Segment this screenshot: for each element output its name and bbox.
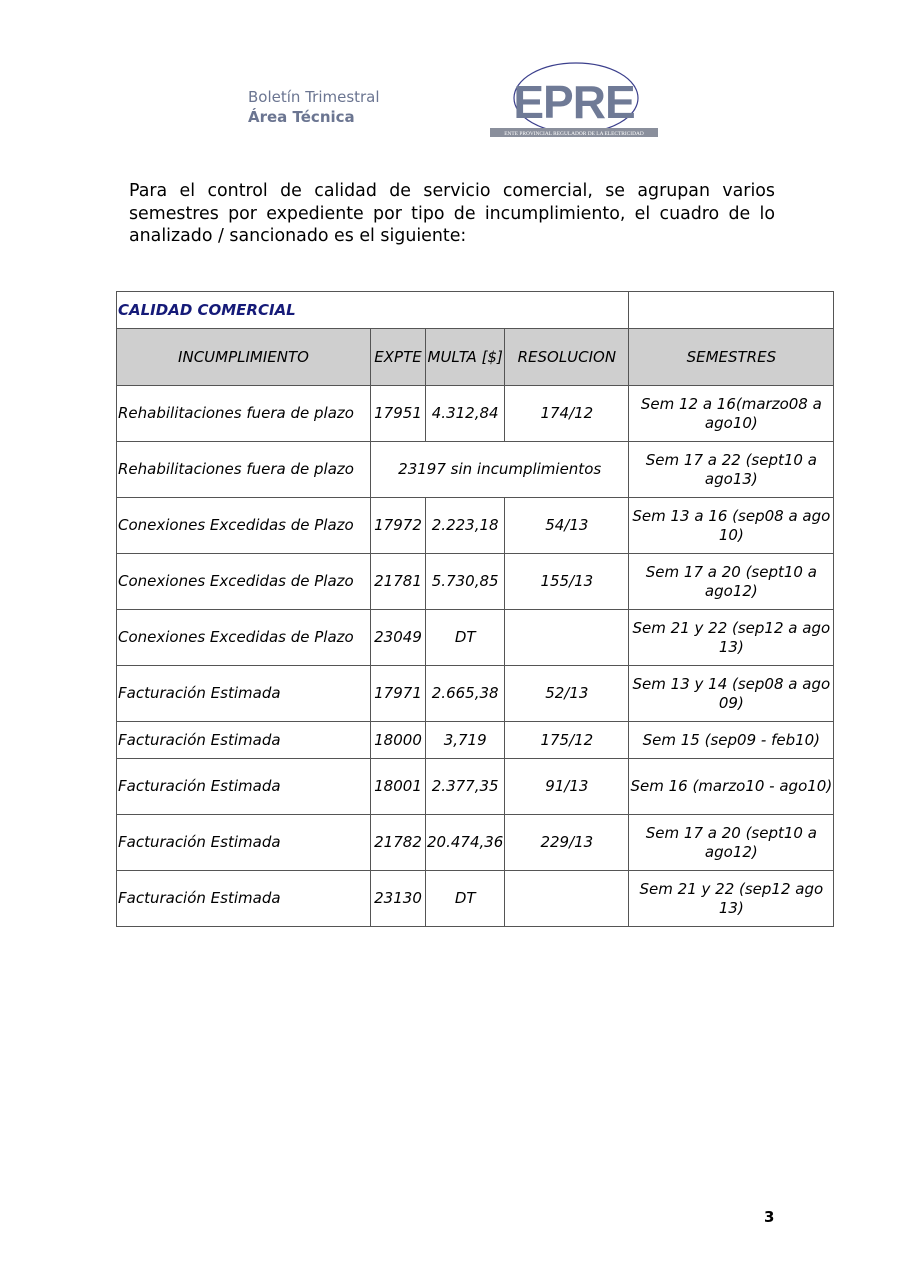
intro-paragraph: Para el control de calidad de servicio comercial, se agrupan varios semestres por expediente por tipo de incumplimiento, el cuadro de lo analizado / sancionado es el siguiente: xyxy=(129,181,775,246)
multa-cell: DT xyxy=(426,610,505,666)
col-header-multa: MULTA [$] xyxy=(426,329,505,386)
page-number: 3 xyxy=(764,1208,775,1226)
table-title: CALIDAD COMERCIAL xyxy=(117,292,629,329)
calidad-comercial-table xyxy=(116,291,834,927)
semestres-cell: Sem 17 a 20 (sept10 a ago12) xyxy=(629,554,834,610)
multa-cell: 2.665,38 xyxy=(426,666,505,722)
incumplimiento-cell: Facturación Estimada xyxy=(117,759,371,815)
table-row xyxy=(117,815,834,871)
table-row xyxy=(117,871,834,927)
multa-cell: DT xyxy=(426,871,505,927)
multa-cell: 20.474,36 xyxy=(426,815,505,871)
incumplimiento-cell: Rehabilitaciones fuera de plazo xyxy=(117,386,371,442)
table-row xyxy=(117,666,834,722)
table-row xyxy=(117,759,834,815)
incumplimiento-cell: Conexiones Excedidas de Plazo xyxy=(117,554,371,610)
expte-cell: 17971 xyxy=(371,666,426,722)
incumplimiento-cell: Conexiones Excedidas de Plazo xyxy=(117,610,371,666)
resolucion-cell: 54/13 xyxy=(505,498,629,554)
table-row xyxy=(117,386,834,442)
empty-header-cell xyxy=(629,292,834,329)
logo-text: EPRE xyxy=(513,76,635,128)
col-header-resolucion: RESOLUCION xyxy=(505,329,629,386)
multa-cell: 3,719 xyxy=(426,722,505,759)
semestres-cell: Sem 16 (marzo10 - ago10) xyxy=(629,759,834,815)
multa-cell: 5.730,85 xyxy=(426,554,505,610)
header-title xyxy=(248,87,380,127)
epre-logo xyxy=(488,60,660,150)
merged-cell: 23197 sin incumplimientos xyxy=(371,442,629,498)
col-header-expte: EXPTE xyxy=(371,329,426,386)
col-header-semestres: SEMESTRES xyxy=(629,329,834,386)
incumplimiento-cell: Facturación Estimada xyxy=(117,666,371,722)
resolucion-cell: 52/13 xyxy=(505,666,629,722)
expte-cell: 17951 xyxy=(371,386,426,442)
resolucion-cell: 174/12 xyxy=(505,386,629,442)
resolucion-cell: 175/12 xyxy=(505,722,629,759)
table-row xyxy=(117,610,834,666)
semestres-cell: Sem 15 (sep09 - feb10) xyxy=(629,722,834,759)
incumplimiento-cell: Facturación Estimada xyxy=(117,871,371,927)
multa-cell: 2.223,18 xyxy=(426,498,505,554)
table-row xyxy=(117,498,834,554)
semestres-cell: Sem 13 a 16 (sep08 a ago 10) xyxy=(629,498,834,554)
incumplimiento-cell: Conexiones Excedidas de Plazo xyxy=(117,498,371,554)
table-row xyxy=(117,442,834,498)
expte-cell: 21782 xyxy=(371,815,426,871)
resolucion-cell xyxy=(505,610,629,666)
logo-subtitle: ENTE PROVINCIAL REGULADOR DE LA ELECTRICIDAD xyxy=(504,131,644,137)
resolucion-cell: 155/13 xyxy=(505,554,629,610)
multa-cell: 2.377,35 xyxy=(426,759,505,815)
expte-cell: 18000 xyxy=(371,722,426,759)
semestres-cell: Sem 17 a 20 (sept10 a ago12) xyxy=(629,815,834,871)
table-row xyxy=(117,554,834,610)
col-header-incumplimiento: INCUMPLIMIENTO xyxy=(117,329,371,386)
expte-cell: 23130 xyxy=(371,871,426,927)
expte-cell: 18001 xyxy=(371,759,426,815)
incumplimiento-cell: Rehabilitaciones fuera de plazo xyxy=(117,442,371,498)
resolucion-cell: 229/13 xyxy=(505,815,629,871)
incumplimiento-cell: Facturación Estimada xyxy=(117,815,371,871)
semestres-cell: Sem 13 y 14 (sep08 a ago 09) xyxy=(629,666,834,722)
expte-cell: 17972 xyxy=(371,498,426,554)
incumplimiento-cell: Facturación Estimada xyxy=(117,722,371,759)
table-row xyxy=(117,722,834,759)
resolucion-cell xyxy=(505,871,629,927)
semestres-cell: Sem 21 y 22 (sep12 ago 13) xyxy=(629,871,834,927)
header-line-1: Boletín Trimestral xyxy=(248,88,380,106)
expte-cell: 21781 xyxy=(371,554,426,610)
semestres-cell: Sem 21 y 22 (sep12 a ago 13) xyxy=(629,610,834,666)
expte-cell: 23049 xyxy=(371,610,426,666)
semestres-cell: Sem 12 a 16(marzo08 a ago10) xyxy=(629,386,834,442)
resolucion-cell: 91/13 xyxy=(505,759,629,815)
header-line-2: Área Técnica xyxy=(248,108,355,126)
semestres-cell: Sem 17 a 22 (sept10 a ago13) xyxy=(629,442,834,498)
multa-cell: 4.312,84 xyxy=(426,386,505,442)
